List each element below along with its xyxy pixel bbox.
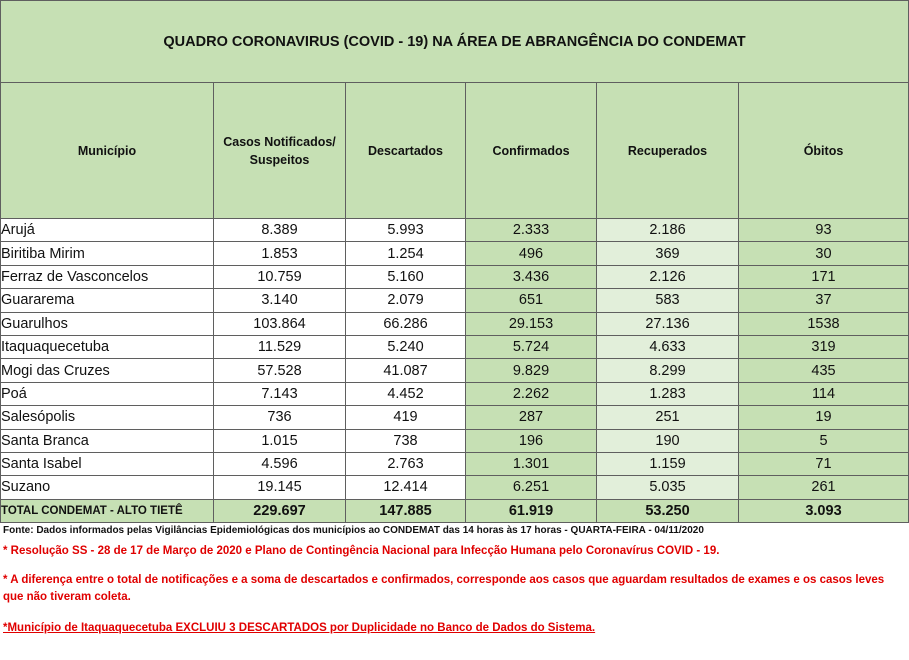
cell-recuperados: 4.633 [597,335,739,358]
cell-municipio: Salesópolis [1,406,214,429]
cell-obitos: 435 [739,359,909,382]
cell-recuperados: 1.283 [597,382,739,405]
cell-obitos: 19 [739,406,909,429]
cell-recuperados: 5.035 [597,476,739,499]
header-row [1,83,909,219]
cell-casos: 1.015 [214,429,346,452]
cell-casos: 11.529 [214,335,346,358]
cell-municipio: Biritiba Mirim [1,242,214,265]
table-row [1,382,909,405]
cell-recuperados: 369 [597,242,739,265]
cell-descartados: 738 [346,429,466,452]
cell-municipio: Santa Isabel [1,452,214,475]
table-row [1,289,909,312]
header-descartados: Descartados [346,83,466,219]
notes-section [3,525,908,634]
cell-confirmados: 1.301 [466,452,597,475]
resolution-note: * Resolução SS - 28 de 17 de Março de 2020 e Plano de Contingência Nacional para Infecção Humana pelo Coronavírus COVID - 19. [3,545,720,557]
total-casos: 229.697 [214,499,346,522]
cell-confirmados: 496 [466,242,597,265]
cell-obitos: 261 [739,476,909,499]
cell-municipio: Ferraz de Vasconcelos [1,265,214,288]
total-label: TOTAL CONDEMAT - ALTO TIETÊ [1,499,214,522]
total-descartados: 147.885 [346,499,466,522]
cell-casos: 8.389 [214,219,346,242]
cell-municipio: Santa Branca [1,429,214,452]
table-row [1,476,909,499]
header-recuperados: Recuperados [597,83,739,219]
itaquaquecetuba-note: *Município de Itaquaquecetuba EXCLUIU 3 DESCARTADOS por Duplicidade no Banco de Dados do Sistema. [3,622,596,634]
table-row [1,429,909,452]
header-confirmados: Confirmados [466,83,597,219]
cell-obitos: 319 [739,335,909,358]
cell-municipio: Arujá [1,219,214,242]
cell-municipio: Mogi das Cruzes [1,359,214,382]
table-row [1,335,909,358]
total-row [1,499,909,522]
cell-casos: 3.140 [214,289,346,312]
cell-descartados: 419 [346,406,466,429]
table-row [1,242,909,265]
cell-descartados: 1.254 [346,242,466,265]
cell-casos: 7.143 [214,382,346,405]
header-municipio: Município [1,83,214,219]
cell-descartados: 5.160 [346,265,466,288]
cell-casos: 103.864 [214,312,346,335]
cell-obitos: 71 [739,452,909,475]
cell-casos: 10.759 [214,265,346,288]
total-confirmados: 61.919 [466,499,597,522]
cell-municipio: Poá [1,382,214,405]
cell-recuperados: 1.159 [597,452,739,475]
cell-obitos: 30 [739,242,909,265]
cell-obitos: 37 [739,289,909,312]
report-title: QUADRO CORONAVIRUS (COVID - 19) NA ÁREA DE ABRANGÊNCIA DO CONDEMAT [163,33,746,50]
title-banner [0,0,909,83]
cell-descartados: 12.414 [346,476,466,499]
cell-obitos: 5 [739,429,909,452]
table-row [1,312,909,335]
cell-recuperados: 190 [597,429,739,452]
cell-obitos: 114 [739,382,909,405]
cell-confirmados: 651 [466,289,597,312]
cell-descartados: 5.240 [346,335,466,358]
cell-confirmados: 6.251 [466,476,597,499]
cell-recuperados: 2.126 [597,265,739,288]
cell-municipio: Guararema [1,289,214,312]
cell-recuperados: 8.299 [597,359,739,382]
cell-confirmados: 3.436 [466,265,597,288]
cell-recuperados: 251 [597,406,739,429]
difference-note: * A diferença entre o total de notificações e a soma de descartados e confirmados, corresponde aos casos que aguardam resultados de exames e os casos leves que não tiveram coleta. [3,574,885,603]
total-obitos: 3.093 [739,499,909,522]
cell-recuperados: 583 [597,289,739,312]
cell-casos: 4.596 [214,452,346,475]
table-row [1,452,909,475]
cell-descartados: 4.452 [346,382,466,405]
cell-confirmados: 9.829 [466,359,597,382]
cell-casos: 736 [214,406,346,429]
table-row [1,359,909,382]
total-recuperados: 53.250 [597,499,739,522]
cell-municipio: Suzano [1,476,214,499]
cell-confirmados: 2.262 [466,382,597,405]
cell-descartados: 2.079 [346,289,466,312]
table-row [1,219,909,242]
cell-municipio: Guarulhos [1,312,214,335]
cell-confirmados: 196 [466,429,597,452]
cell-descartados: 2.763 [346,452,466,475]
table-row [1,406,909,429]
cell-descartados: 41.087 [346,359,466,382]
table-row [1,265,909,288]
cell-descartados: 5.993 [346,219,466,242]
source-note: Fonte: Dados informados pelas Vigilâncias Epidemiológicas dos municípios ao CONDEMAT das 14 horas às 17 horas - QUARTA-FEIRA - 04/11/2020 [3,525,704,536]
cell-casos: 1.853 [214,242,346,265]
cell-municipio: Itaquaquecetuba [1,335,214,358]
cell-obitos: 171 [739,265,909,288]
cell-confirmados: 2.333 [466,219,597,242]
cell-confirmados: 5.724 [466,335,597,358]
header-obitos: Óbitos [739,83,909,219]
cell-casos: 19.145 [214,476,346,499]
header-casos: Casos Notificados/ Suspeitos [214,83,346,219]
cell-recuperados: 27.136 [597,312,739,335]
cell-recuperados: 2.186 [597,219,739,242]
cell-obitos: 1538 [739,312,909,335]
covid-table [0,82,909,523]
cell-confirmados: 287 [466,406,597,429]
cell-descartados: 66.286 [346,312,466,335]
cell-casos: 57.528 [214,359,346,382]
cell-obitos: 93 [739,219,909,242]
cell-confirmados: 29.153 [466,312,597,335]
